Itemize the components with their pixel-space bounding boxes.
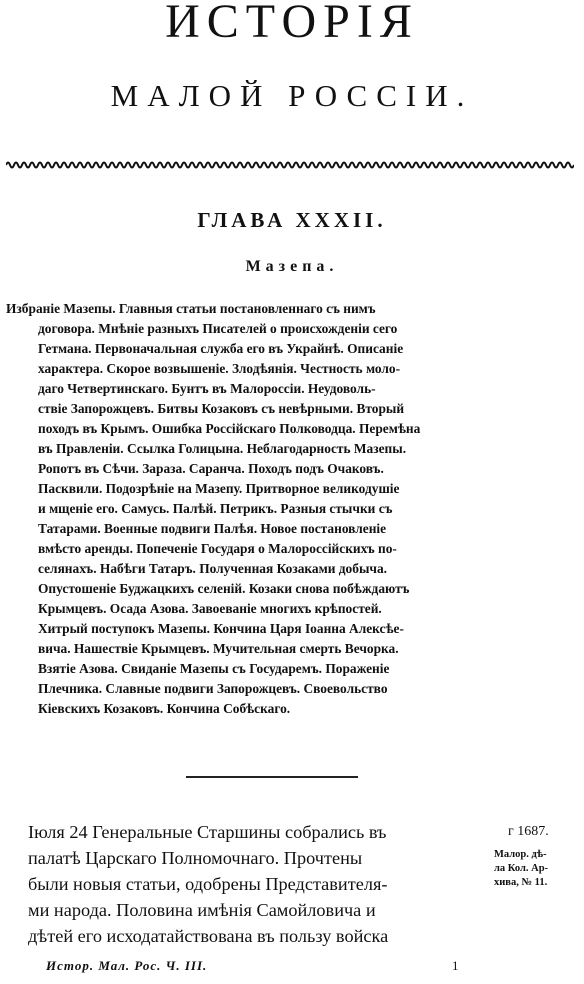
body-line: дѣтей его исходатайствована въ пользу войска — [28, 926, 389, 946]
section-divider — [186, 776, 358, 778]
body-line: ми народа. Половина имѣнія Самойловича и — [28, 900, 376, 920]
margin-note-line: Малор. дѣ- — [494, 849, 547, 860]
wavy-ornament-rule — [6, 158, 574, 172]
summary-line: и мщеніе его. Самусь. Палѣй. Петрикъ. Разныя стычки съ — [38, 501, 393, 516]
chapter-heading: ГЛАВА XXXII. — [197, 208, 387, 232]
book-subtitle: МАЛОЙ РОССІИ. — [110, 78, 474, 113]
summary-line: селянахъ. Набѣги Татаръ. Полученная Козаками добыча. — [38, 561, 387, 576]
summary-line: Взятіе Азова. Свиданіе Мазепы съ Государемъ. Пораженіе — [38, 661, 390, 676]
summary-line: Пасквили. Подозрѣніе на Мазепу. Притворное великодушіе — [38, 481, 400, 496]
page-number: 1 — [452, 958, 459, 973]
summary-line: походъ въ Крымъ. Ошибка Россійскаго Полководца. Перемѣна — [38, 421, 421, 436]
summary-line: Гетмана. Первоначальная служба его въ Украйнѣ. Описаніе — [38, 341, 404, 356]
summary-line: вмѣсто аренды. Попеченіе Государя о Малороссійскихъ по- — [38, 541, 397, 556]
body-line: Іюля 24 Генеральные Старшины собрались въ — [28, 822, 387, 842]
summary-line: договора. Мнѣніе разныхъ Писателей о происхожденіи сего — [38, 321, 398, 336]
summary-line: Кіевскихъ Козаковъ. Кончина Собѣскаго. — [38, 701, 291, 716]
summary-line: характера. Скорое возвышеніе. Злодѣянія. Честность моло- — [38, 361, 401, 376]
body-line: палатѣ Царскаго Полномочнаго. Прочтены — [28, 848, 363, 868]
summary-line: Опустошеніе Буджацкихъ селеній. Козаки снова побѣждаютъ — [38, 581, 410, 596]
summary-line: Крымцевъ. Осада Азова. Завоеваніе многихъ крѣпостей. — [38, 601, 382, 616]
summary-line: ствіе Запорожцевъ. Битвы Козаковъ съ невѣрными. Вторый — [38, 401, 405, 416]
summary-line: Татарами. Военные подвиги Палѣя. Новое постановленіе — [38, 521, 387, 536]
book-title: ИСТОРІЯ — [165, 0, 419, 48]
summary-line: вича. Нашествіе Крымцевъ. Мучительная смерть Вечорка. — [38, 641, 399, 656]
summary-line: Избраніе Мазепы. Главныя статьи постановленнаго съ нимъ — [6, 301, 376, 316]
summary-line: въ Правленіи. Ссылка Голицына. Неблагодарность Мазепы. — [38, 441, 407, 456]
margin-source-note — [494, 848, 580, 890]
summary-line: Ропотъ въ Сѣчи. Зараза. Саранча. Походъ подъ Очаковъ. — [38, 461, 384, 476]
margin-note-line: ла Кол. Ар- — [494, 863, 549, 874]
margin-year: г 1687. — [508, 824, 549, 839]
summary-line: Плечника. Славные подвиги Запорожцевъ. Своевольство — [38, 681, 388, 696]
footer-signature: Истор. Мал. Рос. Ч. III. — [46, 958, 208, 973]
summary-line: даго Четвертинскаго. Бунтъ въ Малороссіи. Неудоволь- — [38, 381, 376, 396]
summary-line: Хитрый поступокъ Мазепы. Кончина Царя Іоанна Алексѣе- — [38, 621, 404, 636]
chapter-subheading: Мазепа. — [245, 258, 339, 275]
body-line: были новыя статьи, одобрены Представителя- — [28, 874, 388, 894]
margin-note-line: хива, № 11. — [494, 877, 548, 888]
